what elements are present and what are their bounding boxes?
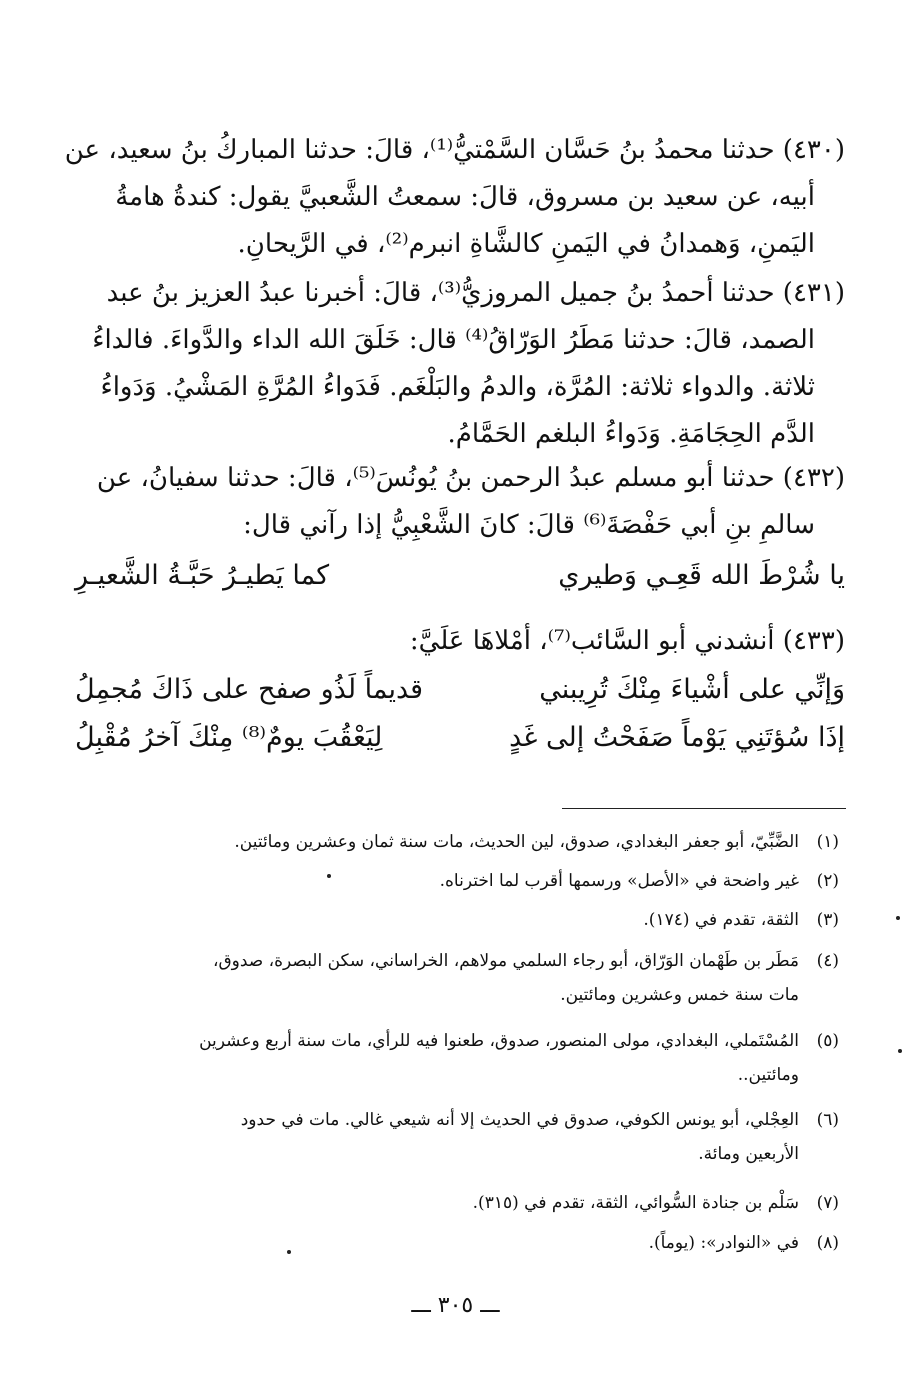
footnote-text: الضَّبِّيّ، أبو جعفر البغدادي، صدوق، لين الحديث، مات سنة ثمان وعشرين ومائتين. bbox=[234, 832, 799, 852]
entry-line: الدَّم الحِجَامَةِ. وَدَواءُ البلغم الحَمَّامُ. bbox=[447, 419, 815, 449]
footnote-text: مَطَر بن طَهْمان الوَرّاق، أبو رجاء السلمي مولاهم، الخراساني، سكن البصرة، صدوق، bbox=[212, 951, 799, 971]
entry-line: سالمِ بنِ أبي حَفْصَةَ⁽⁶⁾ قالَ: كانَ الشَّعْبِيُّ إذا رآني قال: bbox=[243, 510, 815, 540]
footnote-number: (٦) bbox=[816, 1110, 839, 1130]
footnote-text: الأربعين ومائة. bbox=[698, 1144, 799, 1164]
scan-speck bbox=[327, 874, 331, 878]
verse-433-2 bbox=[75, 722, 845, 762]
footnote-text: مات سنة خمس وعشرين ومائتين. bbox=[560, 985, 799, 1005]
footnote-text: في «النوادر»: (يوماً). bbox=[648, 1233, 799, 1253]
footnote-text: غير واضحة في «الأصل» ورسمها أقرب لما اخترناه. bbox=[439, 871, 799, 891]
verse-first-hemistich: إذَا سُؤتَنِي يَوْماً صَفَحْتُ إلى غَدٍ bbox=[509, 722, 845, 753]
footnote-number: (٧) bbox=[816, 1193, 839, 1213]
scan-speck bbox=[898, 1049, 902, 1053]
entry-line: أبيه، عن سعيد بن مسروق، قالَ: سمعتُ الشَّعبيَّ يقول: كندةُ هامةُ bbox=[115, 182, 815, 212]
page-number: ـــ ٣٠٥ ـــ bbox=[411, 1293, 500, 1318]
footnote-number: (٢) bbox=[816, 871, 839, 891]
entry-line: (٤٣٣) أنشدني أبو السَّائب⁽⁷⁾، أمْلاهَا عَلَيَّ: bbox=[409, 626, 845, 656]
footnote-divider bbox=[562, 808, 846, 809]
entry-line: (٤٣١) حدثنا أحمدُ بنُ جميل المروزيُّ⁽³⁾، قالَ: أخبرنا عبدُ العزيز بنُ عبد bbox=[106, 278, 845, 308]
footnote-text: العِجْلي، أبو يونس الكوفي، صدوق في الحديث إلا أنه شيعي غالي. مات في حدود bbox=[240, 1110, 799, 1130]
entry-line: (٤٣٠) حدثنا محمدُ بنُ حَسَّان السَّمْتيُّ⁽¹⁾، قالَ: حدثنا المباركُ بنُ سعيد، عن bbox=[64, 135, 845, 165]
verse-first-hemistich: يا شُرْطَ الله قَعِـي وَطيري bbox=[558, 560, 845, 591]
footnote-number: (١) bbox=[816, 832, 839, 852]
verse-432 bbox=[75, 560, 845, 600]
scan-speck bbox=[287, 1250, 291, 1254]
footnote-text: الثقة، تقدم في (١٧٤). bbox=[643, 910, 799, 930]
verse-first-hemistich: وَإنِّي على أشْياءَ مِنْكَ تُرِيبني bbox=[539, 674, 845, 705]
footnote-number: (٨) bbox=[816, 1233, 839, 1253]
scan-speck bbox=[896, 916, 900, 920]
footnote-text: ومائتين.. bbox=[737, 1065, 799, 1085]
footnote-text: المُسْتَملي، البغدادي، مولى المنصور، صدوق، طعنوا فيه للرأي، مات سنة أربع وعشرين bbox=[199, 1031, 799, 1051]
footnote-number: (٣) bbox=[816, 910, 839, 930]
footnote-number: (٥) bbox=[816, 1031, 839, 1051]
footnote-number: (٤) bbox=[816, 951, 839, 971]
entry-line: اليَمنِ، وَهمدانُ في اليَمنِ كالشَّاةِ انبرم⁽²⁾، في الرَّيحانِ. bbox=[237, 229, 815, 259]
entry-line: الصمد، قالَ: حدثنا مَطَرُ الوَرّاقُ⁽⁴⁾ قال: خَلَقَ الله الداء والدَّواءَ. فالداءُ bbox=[92, 325, 815, 355]
entry-line: ثلاثة. والدواء ثلاثة: المُرَّة، والدمُ والبَلْغَم. فَدَواءُ المُرَّةِ المَشْيُ. وَدَواءُ bbox=[100, 372, 815, 402]
verse-second-hemistich: قديماً لَذُو صفح على ذَاكَ مُجمِلُ bbox=[75, 674, 424, 705]
verse-433-1 bbox=[75, 674, 845, 714]
footnote-text: سَلْم بن جنادة السُّوائي، الثقة، تقدم في (٣١٥). bbox=[472, 1193, 799, 1213]
verse-second-hemistich: لِيَعْقُبَ يومٌ⁽⁸⁾ مِنْكَ آخرُ مُقْبِلُ bbox=[75, 722, 383, 753]
verse-second-hemistich: كما يَطيـرُ حَبَّـةُ الشَّعيـرِ bbox=[75, 560, 330, 591]
entry-line: (٤٣٢) حدثنا أبو مسلم عبدُ الرحمن بنُ يُونُسَ⁽⁵⁾، قالَ: حدثنا سفيانُ، عن bbox=[96, 463, 845, 493]
